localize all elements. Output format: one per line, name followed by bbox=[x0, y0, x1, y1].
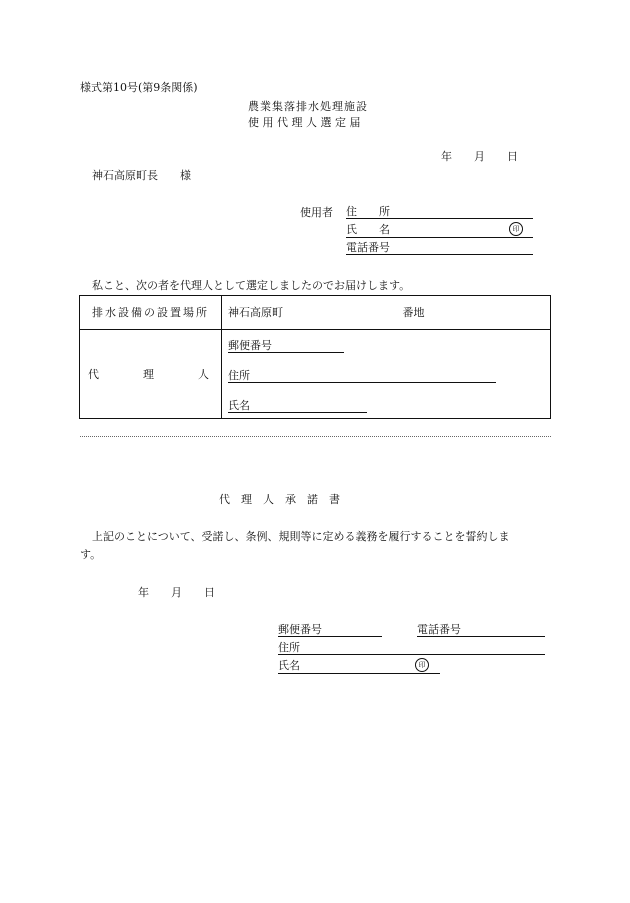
applicant-name-label: 氏 名 bbox=[346, 223, 390, 236]
sign-phone-field[interactable] bbox=[417, 624, 545, 637]
title-line-2: 使 用 代 理 人 選 定 届 bbox=[248, 116, 361, 129]
title-line-1: 農業集落排水処理施設 bbox=[248, 100, 368, 113]
agent-postal-label: 郵便番号 bbox=[228, 339, 272, 352]
consent-text-line-2: す。 bbox=[80, 548, 102, 561]
addressee: 神石高原町長 様 bbox=[92, 169, 191, 182]
applicant-address-label: 住 所 bbox=[346, 205, 390, 218]
date-top: 年 月 日 bbox=[441, 150, 518, 163]
agent-header-cell: 代 理 人 bbox=[80, 330, 222, 419]
applicant-phone-label: 電話番号 bbox=[346, 241, 390, 254]
agent-details-cell bbox=[222, 330, 551, 419]
applicant-phone-field[interactable] bbox=[346, 242, 533, 255]
location-town: 神石高原町 bbox=[228, 306, 283, 319]
sign-address-field[interactable] bbox=[278, 642, 545, 655]
sign-seal-mark: 印 bbox=[415, 658, 429, 672]
form-number: 様式第10号(第9条関係) bbox=[80, 81, 198, 94]
agent-name-field[interactable] bbox=[228, 400, 367, 413]
location-cell[interactable] bbox=[222, 296, 551, 330]
sign-phone-label: 電話番号 bbox=[417, 623, 461, 636]
date-bottom: 年 月 日 bbox=[138, 586, 215, 599]
sign-name-field[interactable] bbox=[278, 660, 440, 674]
agent-table bbox=[79, 295, 551, 419]
sign-name-label: 氏名 bbox=[278, 659, 300, 672]
sign-postal-label: 郵便番号 bbox=[278, 623, 322, 636]
agent-address-label: 住所 bbox=[228, 369, 250, 382]
seal-mark: 印 bbox=[509, 222, 523, 236]
consent-text-line-1: 上記のことについて、受諾し、条例、規則等に定める義務を履行することを誓約しま bbox=[92, 530, 510, 543]
cut-line bbox=[80, 436, 551, 437]
agent-postal-field[interactable] bbox=[228, 340, 344, 353]
notice-text: 私こと、次の者を代理人として選定しましたのでお届けします。 bbox=[92, 279, 411, 292]
sign-postal-field[interactable] bbox=[278, 624, 382, 637]
agent-address-field[interactable] bbox=[228, 370, 496, 383]
location-header-cell: 排水設備の設置場所 bbox=[80, 296, 222, 330]
agent-name-label: 氏名 bbox=[228, 399, 250, 412]
consent-title: 代 理 人 承 諾 書 bbox=[219, 493, 340, 506]
location-banchi: 番地 bbox=[402, 306, 425, 319]
applicant-name-field[interactable] bbox=[346, 224, 533, 238]
applicant-address-field[interactable] bbox=[346, 206, 533, 219]
sign-address-label: 住所 bbox=[278, 641, 300, 654]
applicant-role-label: 使用者 bbox=[300, 206, 333, 219]
